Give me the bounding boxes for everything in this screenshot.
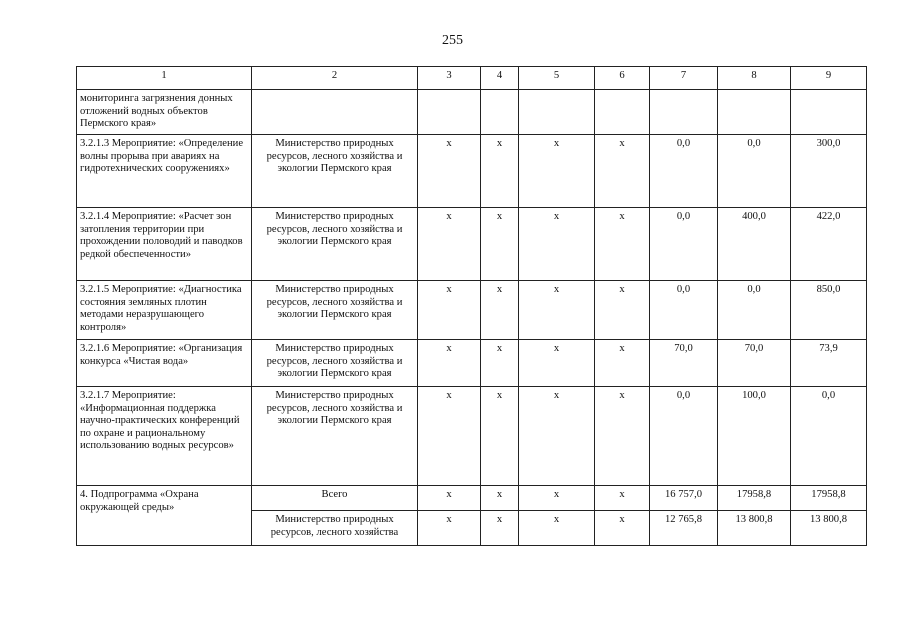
executor-cell: Министерство природных ресурсов, лесного хозяйства и экологии Пермского края: [252, 135, 418, 208]
col7-value-cell: 0,0: [650, 281, 718, 340]
column-header-6: 6: [595, 67, 650, 90]
col9-value-cell: 300,0: [791, 135, 867, 208]
executor-cell: Министерство природных ресурсов, лесного хозяйства и экологии Пермского края: [252, 387, 418, 486]
column-header-1: 1: [77, 67, 252, 90]
col3-cell: х: [418, 340, 481, 387]
column-header-5: 5: [519, 67, 595, 90]
column-header-4: 4: [481, 67, 519, 90]
column-header-7: 7: [650, 67, 718, 90]
col6-cell: х: [595, 281, 650, 340]
column-header-8: 8: [718, 67, 791, 90]
col4-cell: х: [481, 281, 519, 340]
activity-name-cell: 3.2.1.4 Мероприятие: «Расчет зон затопления территории при прохождении половодий и паводков редкой обеспеченности»: [77, 208, 252, 281]
subprogram-total-row: [77, 486, 867, 511]
col7-value-cell: 0,0: [650, 208, 718, 281]
col6-cell: х: [595, 340, 650, 387]
executor-cell: Министерство природных ресурсов, лесного хозяйства и экологии Пермского края: [252, 208, 418, 281]
col8-value-cell: 100,0: [718, 387, 791, 486]
executor-cell: Министерство природных ресурсов, лесного хозяйства и экологии Пермского края: [252, 340, 418, 387]
col9-value-cell: 0,0: [791, 387, 867, 486]
col4-cell: х: [481, 208, 519, 281]
col6-cell: х: [595, 511, 650, 546]
executor-cell: Министерство природных ресурсов, лесного хозяйства и экологии Пермского края: [252, 281, 418, 340]
empty-cell: [519, 90, 595, 135]
table-row: [77, 387, 867, 486]
col9-value-cell: 422,0: [791, 208, 867, 281]
table-row: [77, 340, 867, 387]
column-header-2: 2: [252, 67, 418, 90]
executor-cell: Всего: [252, 486, 418, 511]
col3-cell: х: [418, 387, 481, 486]
col9-value-cell: 73,9: [791, 340, 867, 387]
col7-value-cell: 0,0: [650, 135, 718, 208]
col7-value-cell: 0,0: [650, 387, 718, 486]
col5-cell: х: [519, 208, 595, 281]
empty-cell: [418, 90, 481, 135]
col3-cell: х: [418, 511, 481, 546]
table-row: [77, 135, 867, 208]
empty-cell: [481, 90, 519, 135]
table-row: [77, 281, 867, 340]
col3-cell: х: [418, 281, 481, 340]
header-row: [77, 67, 867, 90]
empty-cell: [595, 90, 650, 135]
activity-name-cell: мониторинга загрязнения донных отложений водных объектов Пермского края»: [77, 90, 252, 135]
empty-cell: [718, 90, 791, 135]
col4-cell: х: [481, 135, 519, 208]
col5-cell: х: [519, 340, 595, 387]
col6-cell: х: [595, 486, 650, 511]
col4-cell: х: [481, 511, 519, 546]
col9-value-cell: 17958,8: [791, 486, 867, 511]
page-number: 255: [442, 33, 463, 48]
col5-cell: х: [519, 281, 595, 340]
col7-value-cell: 70,0: [650, 340, 718, 387]
program-table: [76, 66, 867, 546]
col9-value-cell: 13 800,8: [791, 511, 867, 546]
col8-value-cell: 13 800,8: [718, 511, 791, 546]
column-header-9: 9: [791, 67, 867, 90]
col9-value-cell: 850,0: [791, 281, 867, 340]
col6-cell: х: [595, 387, 650, 486]
col5-cell: х: [519, 511, 595, 546]
col3-cell: х: [418, 486, 481, 511]
table-row-continuation: [77, 90, 867, 135]
empty-cell: [791, 90, 867, 135]
col5-cell: х: [519, 135, 595, 208]
col5-cell: х: [519, 387, 595, 486]
col4-cell: х: [481, 340, 519, 387]
col3-cell: х: [418, 208, 481, 281]
col6-cell: х: [595, 208, 650, 281]
activity-name-cell: 3.2.1.3 Мероприятие: «Определение волны прорыва при авариях на гидротехнических сооружениях»: [77, 135, 252, 208]
col4-cell: х: [481, 387, 519, 486]
col8-value-cell: 0,0: [718, 281, 791, 340]
col4-cell: х: [481, 486, 519, 511]
col5-cell: х: [519, 486, 595, 511]
empty-cell: [252, 90, 418, 135]
executor-cell: Министерство природных ресурсов, лесного хозяйства: [252, 511, 418, 546]
activity-name-cell: 3.2.1.5 Мероприятие: «Диагностика состояния земляных плотин методами неразрушающего контроля»: [77, 281, 252, 340]
activity-name-cell: 3.2.1.7 Мероприятие: «Информационная поддержка научно-практических конференций по охране и рациональному использованию водных ресурсов»: [77, 387, 252, 486]
empty-cell: [650, 90, 718, 135]
col8-value-cell: 70,0: [718, 340, 791, 387]
col6-cell: х: [595, 135, 650, 208]
col8-value-cell: 400,0: [718, 208, 791, 281]
col7-value-cell: 16 757,0: [650, 486, 718, 511]
col3-cell: х: [418, 135, 481, 208]
table-row: [77, 208, 867, 281]
activity-name-cell: 3.2.1.6 Мероприятие: «Организация конкурса «Чистая вода»: [77, 340, 252, 387]
column-header-3: 3: [418, 67, 481, 90]
col7-value-cell: 12 765,8: [650, 511, 718, 546]
col8-value-cell: 17958,8: [718, 486, 791, 511]
col8-value-cell: 0,0: [718, 135, 791, 208]
subprogram-name-cell: 4. Подпрограмма «Охрана окружающей среды»: [77, 486, 252, 546]
